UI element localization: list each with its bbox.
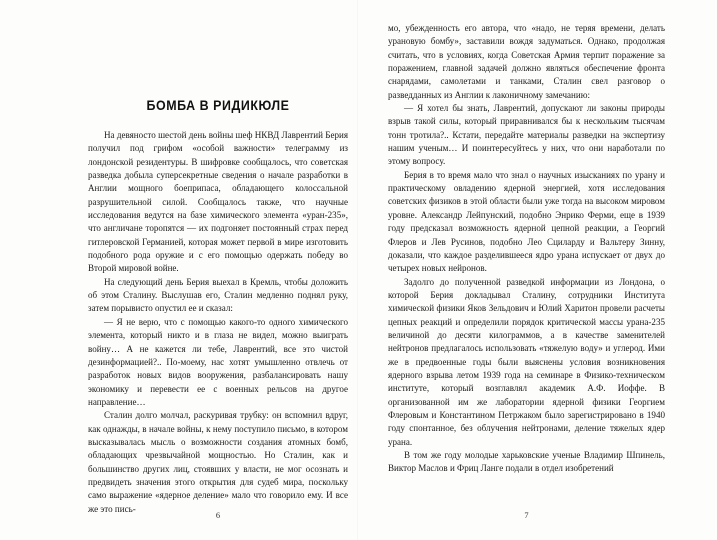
left-page: [0, 0, 358, 540]
paragraph: В том же году молодые харьковские ученые Владимир Шпинель, Виктор Маслов и Фриц Ланге подали в отдел изобретений: [388, 450, 665, 474]
paragraph: мо, убежденность его автора, что «надо, не теряя времени, делать урановую бомбу», заставили вождя задуматься. Однако, продолжая считать, что в условиях, когда Советская Армия терпит поражение за поражением, главной задачей должно являться обеспечение фронта снарядами, самолетами и танками, Сталин свел разговор о разведданных из Англии к лаконичному замечанию:: [388, 23, 665, 100]
right-page: [358, 0, 717, 540]
left-page-text-column: [88, 129, 348, 516]
page-number-left: 6: [215, 511, 221, 520]
paragraph: Сталин долго молчал, раскуривая трубку: он вспомнил вдруг, как однажды, в начале войны, к нему поступило письмо, в котором высказывалась мысль о возможности создания атомных бомб, обладающих чрезвычайной мощностью. Но Сталин, как и большинство других лиц, стоявших у власти, не мог осознать и предвидеть значения этого открытия для судеб мира, поскольку само выражение «ядерное деление» мало что говорило ему. И все же это пись-: [88, 410, 348, 514]
page-number-right: 7: [524, 511, 529, 520]
right-page-inner: [388, 0, 665, 540]
paragraph: — Я хотел бы знать, Лаврентий, допускают ли законы природы взрыв такой силы, который приравнивался бы к нескольким тысячам тонн тротила?.. Кстати, передайте материалы разведки на экспертизу нашим ученым… И поинтересуйтесь у них, что они наработали по этому вопросу.: [388, 103, 665, 167]
left-page-inner: [88, 0, 348, 540]
right-page-text-column: [388, 22, 665, 476]
paragraph: Берия в то время мало что знал о научных изысканиях по урану и практическому овладению ядерной энергией, хотя исследования советских физиков в этой области были уже тогда на высоком мировом уровне. Александр Лейпунский, подобно Энрико Ферми, еще в 1939 году предсказал возможность ядерной цепной реакции, а Георгий Флеров и Лев Русинов, подобно Лео Сциларду и Вальтеру Зинну, доказали, что каждое разделившееся ядро урана испускает от двух до четырех новых нейронов.: [388, 169, 665, 274]
paragraph: Задолго до полученной разведкой информации из Лондона, о которой Берия докладывал Сталину, сотрудники Института химической физики Яков Зельдович и Юлий Харитон провели расчеты цепных реакций и определили порядок критической массы урана-235 величиной до десяти килограммов, а в качестве заменителей нейтронов предлагалось использовать «тяжелую воду» и углерод. Ими же в предвоенные годы были выяснены условия возникновения ядерного взрыва летом 1939 года на семинаре в Физико-техническом институте, который возглавлял академик А.Ф. Иоффе. В организованной им же лаборатории ядерной физики Георгием Флеровым и Константином Петржаком было зарегистрировано в 1940 году спонтанное, без облучения нейтронами, деление тяжелых ядер урана.: [388, 276, 665, 447]
chapter-title: БОМБА В РИДИКЮЛЕ: [146, 98, 290, 113]
paragraph: На следующий день Берия выехал в Кремль, чтобы доложить об этом Сталину. Выслушав его, Сталин медленно поднял руку, затем порывисто опустил ее и сказал:: [88, 276, 348, 314]
paragraph: На девяносто шестой день войны шеф НКВД Лаврентий Берия получил под грифом «особой важности» телеграмму из лондонской резидентуры. В шифровке сообщалось, что советская разведка добыла суперсекретные сведения о начале разработки в Англии мощного боеприпаса, обладающего колоссальной разрушительной силой. Сообщалось также, что научные исследования ведутся на базе химического элемента «уран-235», что англичане торопятся — их подгоняет постоянный страх перед гитлеровской Германией, которая может первой в мире изготовить подобного рода оружие и с его помощью одержать победу во Второй мировой войне.: [88, 130, 348, 274]
paragraph: — Я не верю, что с помощью какого-то одного химического элемента, который никто и в глаза не видел, можно выиграть войну… А не кажется ли тебе, Лаврентий, все это чистой дезинформацией?.. По-моему, нас хотят умышленно отвлечь от разработок новых видов вооружения, разбалансировать нашу экономику и перевести ее с военных рельсов на другое направление…: [88, 316, 348, 407]
